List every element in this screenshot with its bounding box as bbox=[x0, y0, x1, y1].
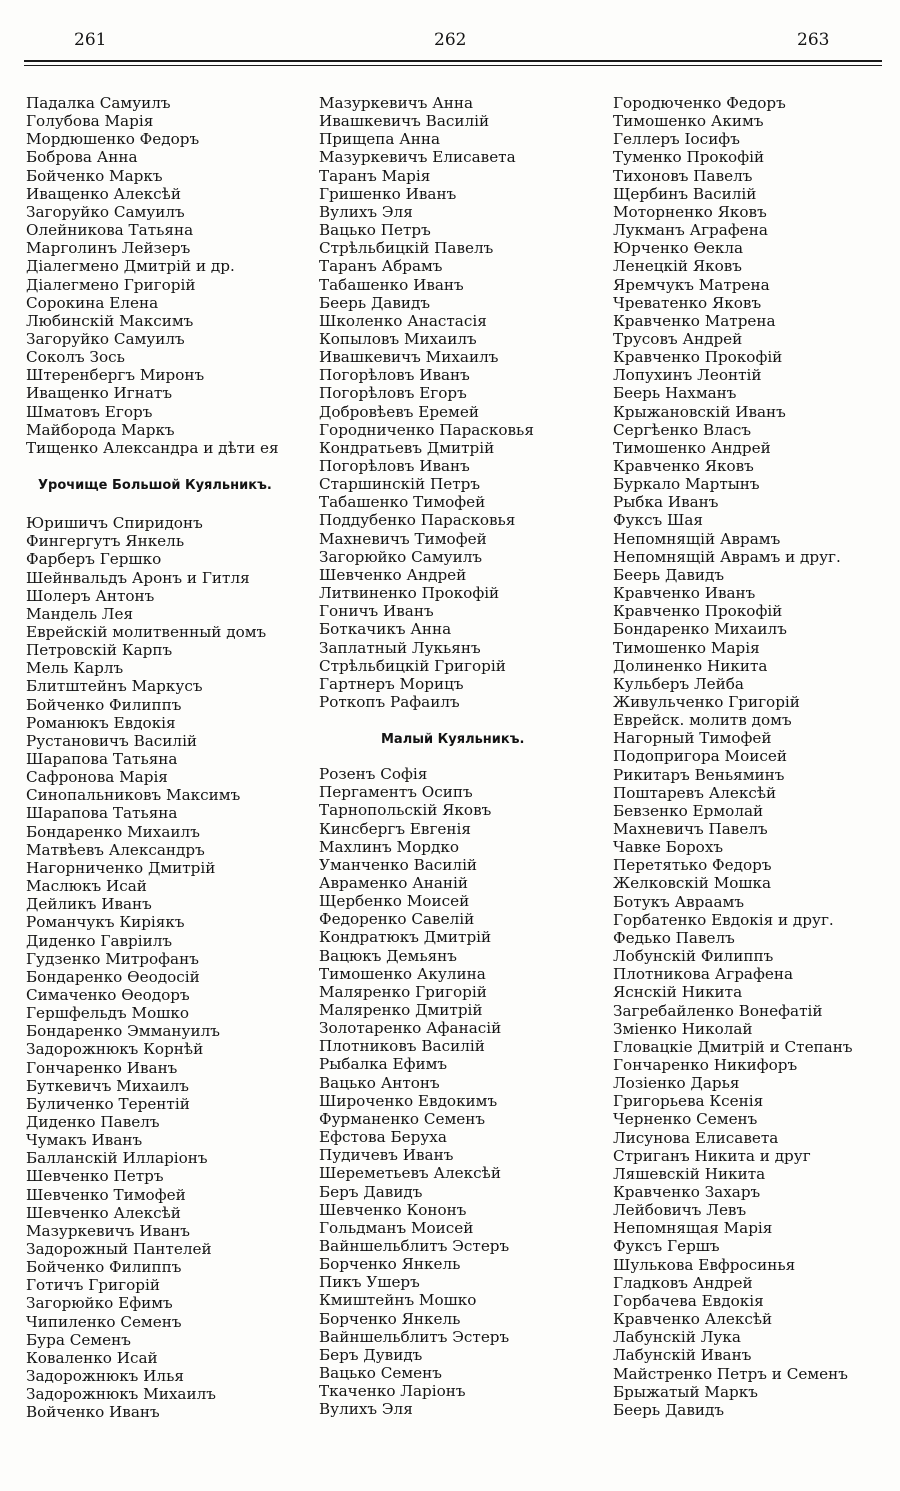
name-entry: Шарапова Татьяна bbox=[26, 804, 178, 823]
page-number-right: 263 bbox=[797, 30, 830, 50]
section-heading: Урочище Большой Куяльникъ. bbox=[38, 478, 272, 493]
name-entry: Рыбка Иванъ bbox=[613, 493, 719, 512]
name-entry: Синопальниковъ Максимъ bbox=[26, 786, 241, 805]
name-entry: Кульберъ Лейба bbox=[613, 674, 744, 693]
name-entry: Бондаренко Эммануилъ bbox=[26, 1022, 220, 1041]
name-entry: Кмиштейнъ Мошко bbox=[319, 1291, 477, 1310]
name-entry: Вулихъ Эля bbox=[319, 202, 413, 221]
name-entry: Діалегмено Дмитрій и др. bbox=[26, 257, 235, 276]
name-entry: Желковскій Мошка bbox=[613, 874, 772, 893]
name-entry: Погорѣловъ Иванъ bbox=[319, 366, 470, 385]
name-entry: Майстренко Петръ и Семенъ bbox=[613, 1364, 848, 1383]
name-entry: Таранъ Марія bbox=[319, 166, 431, 185]
name-entry: Подопригора Моисей bbox=[613, 747, 787, 766]
name-entry: Штеренбергъ Миронъ bbox=[26, 366, 205, 385]
name-entry: Пикъ Ушеръ bbox=[319, 1273, 420, 1292]
name-entry: Горбачева Евдокія bbox=[613, 1291, 764, 1310]
name-entry: Шевченко Алексѣй bbox=[26, 1203, 181, 1222]
name-entry: Ивашкевичъ Михаилъ bbox=[319, 348, 499, 367]
name-entry: Мордюшенко Федоръ bbox=[26, 130, 200, 149]
name-entry: Загоруйко Самуилъ bbox=[26, 329, 185, 348]
name-entry: Рикитаръ Веньяминъ bbox=[613, 765, 785, 784]
name-entry: Коваленко Исай bbox=[26, 1348, 158, 1367]
name-entry: Тарнопольскій Яковъ bbox=[319, 801, 492, 820]
name-entry: Щербинъ Василій bbox=[613, 184, 757, 203]
name-entry: Ленецкій Яковъ bbox=[613, 257, 742, 276]
name-entry: Чумакъ Иванъ bbox=[26, 1131, 143, 1150]
name-entry: Майборода Маркъ bbox=[26, 420, 175, 439]
name-entry: Роткопъ Рафаилъ bbox=[319, 692, 460, 711]
name-entry: Кравченко Яковъ bbox=[613, 457, 754, 475]
name-entry: Сафронова Марія bbox=[26, 768, 168, 787]
name-entry: Маляренко Дмитрій bbox=[319, 1001, 483, 1019]
name-entry: Вайншельблитъ Эстеръ bbox=[319, 1327, 510, 1346]
name-entry: Маляренко Григорій bbox=[319, 982, 487, 1001]
name-entry: Шевченко Петръ bbox=[26, 1167, 164, 1186]
name-entry: Юрченко Ѳекла bbox=[613, 239, 744, 258]
name-entry: Мазуркевичъ Анна bbox=[319, 94, 474, 112]
name-entry: Фингергутъ Янкель bbox=[26, 532, 185, 551]
name-entry: Гловацкіе Дмитрій и Степанъ bbox=[613, 1037, 853, 1056]
name-entry: Гончаренко Никифоръ bbox=[613, 1055, 798, 1074]
name-entry: Махневичъ Тимофей bbox=[319, 529, 487, 548]
name-entry: Тихоновъ Павелъ bbox=[613, 166, 753, 185]
name-entry: Загорюйко Ефимъ bbox=[26, 1294, 173, 1313]
name-entry: Беерь Нахманъ bbox=[613, 384, 737, 403]
name-entry: Поштаревъ Алексѣй bbox=[613, 783, 777, 802]
name-entry: Беръ Давидъ bbox=[319, 1182, 423, 1201]
name-entry: Бевзенко Ермолай bbox=[613, 801, 764, 820]
name-entry: Мандель Лея bbox=[26, 604, 134, 623]
name-entry: Пергаментъ Осипъ bbox=[319, 783, 473, 802]
name-entry: Шевченко Андрей bbox=[319, 565, 467, 584]
name-entry: Лукманъ Аграфена bbox=[613, 221, 768, 239]
name-entry: Диденко Гавріилъ bbox=[26, 931, 173, 950]
name-entry: Гоничъ Иванъ bbox=[319, 602, 434, 621]
name-entry: Погорѣловъ Иванъ bbox=[319, 457, 470, 475]
name-entry: Еврейск. молитв домъ bbox=[613, 711, 792, 730]
name-entry: Беерь Давидъ bbox=[613, 1400, 725, 1419]
name-entry: Буркало Мартынъ bbox=[613, 475, 760, 494]
name-entry: Махлинъ Мордко bbox=[319, 837, 459, 856]
name-entry: Ивашкевичъ Василій bbox=[319, 112, 490, 131]
name-entry: Дейликъ Иванъ bbox=[26, 895, 152, 914]
name-entry: Олейникова Татьяна bbox=[26, 221, 194, 239]
name-entry: Беерь Давидъ bbox=[319, 293, 431, 312]
name-entry: Табашенко Иванъ bbox=[319, 275, 464, 294]
name-entry: Федько Павелъ bbox=[613, 928, 735, 947]
name-entry: Старшинскій Петръ bbox=[319, 475, 480, 494]
name-entry: Золотаренко Афанасій bbox=[319, 1019, 502, 1038]
name-entry: Бура Семенъ bbox=[26, 1330, 131, 1349]
name-entry: Вацько Петръ bbox=[319, 221, 431, 239]
name-entry: Копыловъ Михаилъ bbox=[319, 329, 477, 348]
name-entry: Готичъ Григорій bbox=[26, 1276, 160, 1295]
name-entry: Войченко Иванъ bbox=[26, 1403, 160, 1422]
name-entry: Ляшевскій Никита bbox=[613, 1164, 766, 1183]
name-entry: Загоруйко Самуилъ bbox=[26, 202, 185, 221]
name-entry: Вайншельблитъ Эстеръ bbox=[319, 1236, 510, 1255]
name-entry: Горбатенко Евдокія и друг. bbox=[613, 910, 834, 929]
name-entry: Падалка Самуилъ bbox=[26, 94, 171, 112]
name-entry: Бойченко Маркъ bbox=[26, 166, 163, 185]
name-entry: Мазуркевичъ Елисавета bbox=[319, 148, 516, 167]
name-entry: Погорѣловъ Егоръ bbox=[319, 384, 467, 403]
name-entry: Кинсбергъ Евгенія bbox=[319, 819, 471, 838]
name-entry: Рустановичъ Василій bbox=[26, 731, 198, 750]
name-entry: Шолеръ Антонъ bbox=[26, 586, 155, 605]
name-entry: Поддубенко Парасковья bbox=[319, 511, 516, 530]
name-entry: Шевченко Кононъ bbox=[319, 1200, 467, 1219]
page-number-left: 261 bbox=[74, 30, 107, 50]
name-entry: Добровѣевъ Еремей bbox=[319, 402, 479, 421]
name-entry: Федоренко Савелій bbox=[319, 910, 475, 929]
name-entry: Рыбалка Ефимъ bbox=[319, 1055, 448, 1074]
name-entry: Григорьева Ксенія bbox=[613, 1092, 764, 1111]
name-entry: Кравченко Матрена bbox=[613, 311, 776, 330]
name-entry: Шейнвальдъ Аронъ и Гитля bbox=[26, 568, 250, 587]
name-entry: Чипиленко Семенъ bbox=[26, 1312, 182, 1331]
name-entry: Гладковъ Андрей bbox=[613, 1273, 753, 1292]
name-entry: Ткаченко Ларіонъ bbox=[319, 1382, 466, 1401]
name-entry: Широченко Евдокимъ bbox=[319, 1091, 498, 1110]
name-entry: Заплатный Лукьянъ bbox=[319, 638, 481, 657]
name-entry: Шматовъ Егоръ bbox=[26, 402, 153, 421]
name-entry: Яснскій Никита bbox=[613, 983, 743, 1002]
name-entry: Буткевичъ Михаилъ bbox=[26, 1076, 189, 1095]
name-entry: Школенко Анастасія bbox=[319, 311, 487, 330]
name-entry: Нагорный Тимофей bbox=[613, 729, 772, 748]
name-entry: Задорожнюкъ Илья bbox=[26, 1367, 184, 1385]
name-entry: Брыжатый Маркъ bbox=[613, 1382, 758, 1401]
name-entry: Уманченко Василій bbox=[319, 855, 478, 874]
name-entry: Мазуркевичъ Иванъ bbox=[26, 1221, 190, 1240]
name-entry: Перетятько Федоръ bbox=[613, 856, 772, 875]
name-entry: Махневичъ Павелъ bbox=[613, 820, 768, 838]
name-entry: Непомнящій Аврамъ и друг. bbox=[613, 547, 841, 566]
name-entry: Гончаренко Иванъ bbox=[26, 1058, 178, 1077]
name-entry: Боброва Анна bbox=[26, 148, 138, 167]
name-entry: Диденко Павелъ bbox=[26, 1112, 160, 1131]
name-entry: Еврейскій молитвенный домъ bbox=[26, 622, 267, 641]
name-entry: Гартнеръ Морицъ bbox=[319, 674, 464, 693]
name-entry: Ефстова Беруха bbox=[319, 1128, 447, 1146]
name-entry: Розенъ Софія bbox=[319, 765, 428, 783]
name-entry: Живульченко Григорій bbox=[613, 692, 800, 711]
name-entry: Загорюйко Самуилъ bbox=[319, 547, 483, 566]
name-entry: Тищенко Александра и дѣти ея bbox=[26, 438, 279, 457]
name-entry: Марголинъ Лейзеръ bbox=[26, 239, 191, 258]
name-entry: Любинскій Максимъ bbox=[26, 311, 194, 330]
name-entry: Боткачикъ Анна bbox=[319, 620, 452, 639]
name-entry: Тимошенко Акимъ bbox=[613, 112, 764, 131]
name-entry: Литвиненко Прокофій bbox=[319, 584, 500, 602]
name-entry: Кравченко Иванъ bbox=[613, 584, 756, 602]
name-entry: Вацюкъ Демьянъ bbox=[319, 946, 457, 965]
name-entry: Шевченко Тимофей bbox=[26, 1185, 186, 1204]
name-entry: Сорокина Елена bbox=[26, 293, 159, 312]
name-entry: Соколъ Зось bbox=[26, 348, 125, 367]
name-entry: Непомнящій Аврамъ bbox=[613, 529, 781, 548]
name-entry: Непомнящая Марія bbox=[613, 1219, 773, 1238]
name-entry: Долиненко Никита bbox=[613, 656, 768, 675]
name-entry: Кондратюкъ Дмитрій bbox=[319, 928, 492, 947]
name-entry: Беръ Дувидъ bbox=[319, 1345, 423, 1364]
header-rule-thick bbox=[24, 60, 882, 62]
name-entry: Лабунскій Иванъ bbox=[613, 1346, 752, 1365]
name-entry: Лозіенко Дарья bbox=[613, 1074, 740, 1093]
header-rule-thin bbox=[24, 65, 882, 66]
name-entry: Бойченко Филиппъ bbox=[26, 1258, 182, 1277]
name-entry: Фуксъ Шая bbox=[613, 511, 703, 530]
name-entry: Зміенко Николай bbox=[613, 1019, 753, 1038]
name-entry: Лопухинъ Леонтій bbox=[613, 366, 762, 385]
name-entry: Задорожный Пантелей bbox=[26, 1240, 212, 1258]
name-entry: Беерь Давидъ bbox=[613, 565, 725, 584]
name-entry: Тимошенко Акулина bbox=[319, 964, 486, 983]
name-entry: Тимошенко Андрей bbox=[613, 438, 771, 457]
name-entry: Борченко Янкель bbox=[319, 1255, 461, 1273]
name-entry: Пудичевъ Иванъ bbox=[319, 1146, 454, 1165]
name-entry: Романчукъ Киріякъ bbox=[26, 913, 185, 932]
name-entry: Трусовъ Андрей bbox=[613, 329, 743, 348]
name-entry: Романюкъ Евдокія bbox=[26, 713, 176, 732]
name-entry: Кравченко Алексѣй bbox=[613, 1310, 773, 1328]
name-entry: Борченко Янкель bbox=[319, 1309, 461, 1328]
name-entry: Туменко Прокофій bbox=[613, 148, 765, 167]
name-entry: Шереметьевъ Алексѣй bbox=[319, 1164, 501, 1183]
name-entry: Кондратьевъ Дмитрій bbox=[319, 438, 495, 457]
name-entry: Задорожнюкъ Корнѣй bbox=[26, 1040, 204, 1059]
name-entry: Бондаренко Михаилъ bbox=[26, 822, 200, 841]
name-entry: Лисунова Елисавета bbox=[613, 1128, 779, 1147]
name-entry: Кравченко Прокофій bbox=[613, 348, 783, 367]
name-entry: Моторненко Яковъ bbox=[613, 202, 767, 221]
name-entry: Таранъ Абрамъ bbox=[319, 257, 443, 276]
name-entry: Яремчукъ Матрена bbox=[613, 275, 770, 294]
name-entry: Сергѣенко Власъ bbox=[613, 420, 752, 439]
name-entry: Блитштейнъ Маркусъ bbox=[26, 677, 203, 696]
name-entry: Нагорниченко Дмитрій bbox=[26, 858, 216, 877]
name-entry: Бондаренко Михаилъ bbox=[613, 620, 787, 639]
name-entry: Вулихъ Эля bbox=[319, 1400, 413, 1419]
name-entry: Голубова Марія bbox=[26, 112, 154, 131]
name-entry: Иващенко Алексѣй bbox=[26, 184, 181, 203]
name-entry: Табашенко Тимофей bbox=[319, 493, 486, 512]
name-entry: Щербенко Моисей bbox=[319, 892, 470, 910]
name-entry: Лобунскій Филиппъ bbox=[613, 947, 774, 965]
name-entry: Геллеръ Іосифъ bbox=[613, 130, 740, 149]
section-heading: Малый Куяльникъ. bbox=[381, 732, 525, 747]
name-entry: Юришичъ Спиридонъ bbox=[26, 514, 203, 532]
name-entry: Тимошенко Марія bbox=[613, 638, 760, 657]
name-entry: Ботукъ Авраамъ bbox=[613, 892, 744, 911]
name-entry: Городюченко Федоръ bbox=[613, 94, 786, 112]
name-entry: Крыжановскій Иванъ bbox=[613, 402, 786, 421]
name-entry: Стрѣльбицкій Григорій bbox=[319, 656, 506, 675]
name-entry: Петровскій Карпъ bbox=[26, 641, 173, 659]
name-entry: Стрѣльбицкій Павелъ bbox=[319, 239, 494, 258]
page-number-center: 262 bbox=[434, 30, 467, 50]
name-entry: Гершфельдъ Мошко bbox=[26, 1004, 189, 1022]
name-entry: Фурманенко Семенъ bbox=[319, 1109, 486, 1128]
name-entry: Чреватенко Яковъ bbox=[613, 293, 762, 312]
name-entry: Бойченко Филиппъ bbox=[26, 695, 182, 714]
name-entry: Гришенко Иванъ bbox=[319, 184, 457, 203]
name-entry: Лейбовичъ Левъ bbox=[613, 1201, 747, 1220]
name-entry: Балланскій Илларіонъ bbox=[26, 1149, 208, 1168]
name-entry: Симаченко Ѳеодоръ bbox=[26, 985, 190, 1004]
name-entry: Задорожнюкъ Михаилъ bbox=[26, 1385, 216, 1404]
name-entry: Шулькова Евфросинья bbox=[613, 1255, 796, 1274]
name-entry: Лабунскій Лука bbox=[613, 1328, 741, 1347]
name-entry: Мель Карлъ bbox=[26, 659, 124, 678]
name-entry: Фуксъ Гершъ bbox=[613, 1237, 720, 1256]
name-entry: Фарберъ Гершко bbox=[26, 550, 162, 569]
name-entry: Кравченко Прокофій bbox=[613, 602, 783, 621]
name-entry: Гудзенко Митрофанъ bbox=[26, 949, 199, 968]
name-entry: Буличенко Терентій bbox=[26, 1094, 190, 1113]
name-entry: Матвѣевъ Александръ bbox=[26, 840, 205, 859]
name-entry: Загребайленко Вонефатій bbox=[613, 1001, 823, 1020]
name-entry: Гольдманъ Моисей bbox=[319, 1218, 474, 1237]
name-entry: Стриганъ Никита и друг bbox=[613, 1146, 811, 1165]
name-entry: Чавке Борохъ bbox=[613, 838, 724, 857]
name-entry: Шарапова Татьяна bbox=[26, 750, 178, 768]
name-entry: Плотникова Аграфена bbox=[613, 965, 794, 984]
name-entry: Иващенко Игнатъ bbox=[26, 384, 172, 403]
name-entry: Маслюкъ Исай bbox=[26, 877, 147, 895]
name-entry: Бондаренко Ѳеодосій bbox=[26, 967, 200, 986]
name-entry: Плотниковъ Василій bbox=[319, 1037, 485, 1056]
name-entry: Черненко Семенъ bbox=[613, 1110, 758, 1129]
name-entry: Авраменко Ананій bbox=[319, 873, 468, 892]
name-entry: Діалегмено Григорій bbox=[26, 275, 196, 294]
name-entry: Кравченко Захаръ bbox=[613, 1183, 761, 1201]
name-entry: Вацько Семенъ bbox=[319, 1363, 442, 1382]
name-entry: Вацько Антонъ bbox=[319, 1073, 440, 1092]
name-entry: Прищепа Анна bbox=[319, 130, 441, 149]
name-entry: Городниченко Парасковья bbox=[319, 420, 534, 439]
